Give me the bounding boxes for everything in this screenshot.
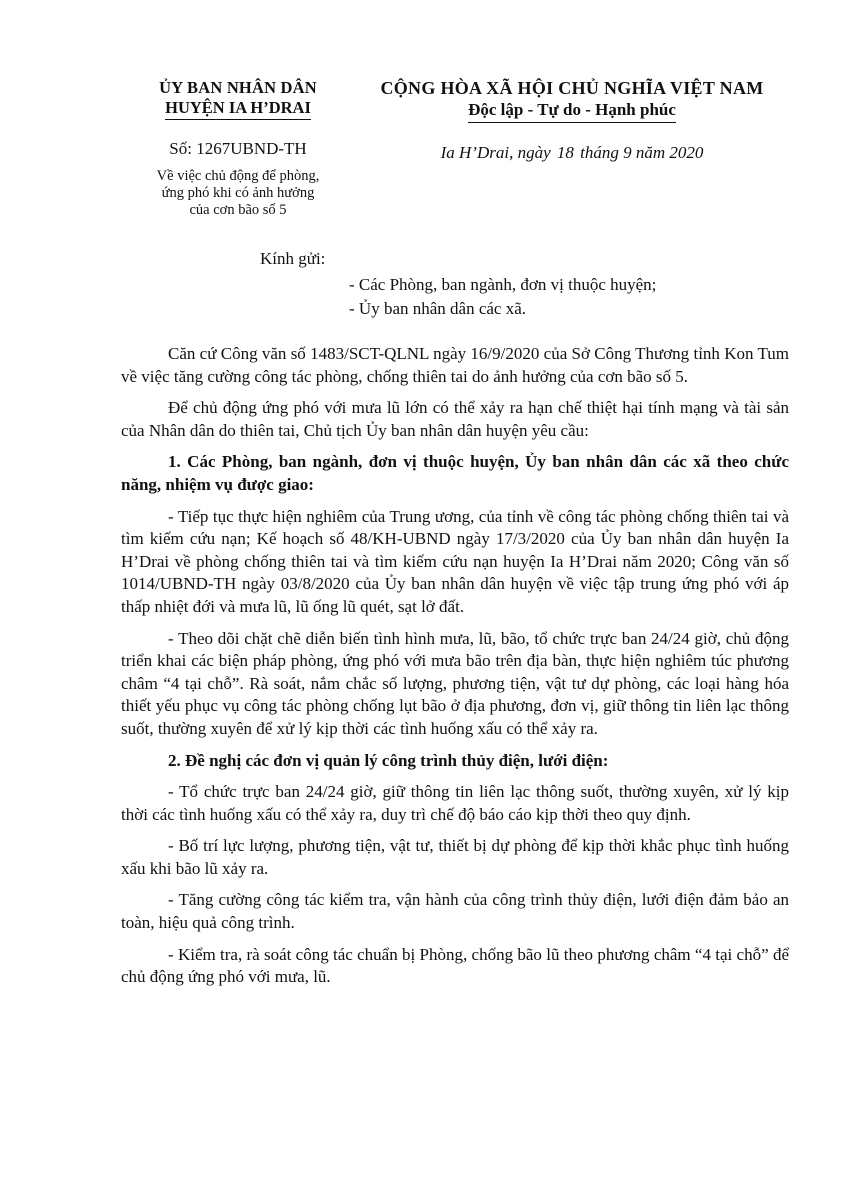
section-2-heading: 2. Đề nghị các đơn vị quản lý công trình thủy điện, lưới điện: xyxy=(168,750,609,770)
org-name-line1: ỦY BAN NHÂN DÂN xyxy=(159,78,317,97)
national-header-block xyxy=(352,78,792,164)
subject-line: Về việc chủ động để phòng, xyxy=(156,168,320,184)
national-motto: Độc lập - Tự do - Hạnh phúc xyxy=(468,99,676,123)
section-1-paragraph: - Theo dõi chặt chẽ diễn biến tình hình mưa, lũ, bão, tổ chức trực ban 24/24 giờ, chủ động triển khai các biện pháp phòng, ứng phó với mưa bão trên địa bàn, thực hiện nghiêm túc phương châm “4 tại chỗ”. Rà soát, nắm chắc số lượng, phương tiện, vật tư dự phòng, các loại hàng hóa thiết yếu phục vụ công tác phòng chống lụt bão ở địa phương, đơn vị, giữ thông tin liên lạc thông suốt, thường xuyên để xử lý kịp thời các tình huống xấu có thể xảy ra. xyxy=(121,628,789,738)
subject-line: của cơn bão số 5 xyxy=(189,202,287,218)
national-title: CỘNG HÒA XÃ HỘI CHỦ NGHĨA VIỆT NAM xyxy=(380,78,764,98)
date-day: 18 xyxy=(556,143,574,162)
section-2-paragraph: - Bố trí lực lượng, phương tiện, vật tư, thiết bị dự phòng để kịp thời khắc phục tình huống xấu khi bão lũ xảy ra. xyxy=(121,836,789,878)
issuing-authority-block xyxy=(118,78,358,219)
date-prefix: Ia H’Drai, ngày xyxy=(440,143,551,162)
intro-paragraph: Căn cứ Công văn số 1483/SCT-QLNL ngày 16/9/2020 của Sở Công Thương tỉnh Kon Tum về việc tăng cường công tác phòng, chống thiên tai do ảnh hưởng của cơn bão số 5. xyxy=(121,344,789,386)
subject-line: ứng phó khi có ảnh hưởng xyxy=(161,185,315,201)
place-and-date xyxy=(352,142,792,164)
document-number: Số: 1267UBND-TH xyxy=(169,139,307,158)
section-2-paragraph: - Kiểm tra, rà soát công tác chuẩn bị Phòng, chống bão lũ theo phương châm “4 tại chỗ” để chủ động ứng phó với mưa, lũ. xyxy=(121,944,789,987)
org-name-line2: HUYỆN IA H’DRAI xyxy=(165,98,311,120)
document-body xyxy=(121,343,789,998)
section-1-heading: 1. Các Phòng, ban ngành, đơn vị thuộc huyện, Ủy ban nhân dân các xã theo chức năng, nhiệm vụ được giao: xyxy=(121,452,789,494)
intro-paragraph: Để chủ động ứng phó với mưa lũ lớn có thể xảy ra hạn chế thiệt hại tính mạng và tài sản của Nhân dân do thiên tai, Chủ tịch Ủy ban nhân dân huyện yêu cầu: xyxy=(121,398,789,440)
section-2-paragraph: - Tăng cường công tác kiểm tra, vận hành của công trình thủy điện, lưới điện đảm bảo an toàn, hiệu quả công trình. xyxy=(121,890,789,933)
recipient-list xyxy=(349,273,656,321)
addressee-label: Kính gửi: xyxy=(260,249,326,268)
section-2-paragraph: - Tổ chức trực ban 24/24 giờ, giữ thông tin liên lạc thông suốt, thường xuyên, xử lý kịp thời các tình huống xấu có thể xảy ra, duy trì chế độ báo cáo kịp thời theo quy định. xyxy=(121,782,789,824)
recipient-item: - Ủy ban nhân dân các xã. xyxy=(349,299,527,318)
section-1-paragraph: - Tiếp tục thực hiện nghiêm của Trung ương, của tỉnh về công tác phòng chống thiên tai và tìm kiếm cứu nạn; Kế hoạch số 48/KH-UBND ngày 17/3/2020 của Ủy ban nhân dân huyện Ia H’Drai về phòng chống thiên tai và tìm kiếm cứu nạn huyện Ia H’Drai năm 2020; Công văn số 1014/UBND-TH ngày 03/8/2020 của Ủy ban nhân dân huyện về việc tập trung ứng phó với áp thấp nhiệt đới và mưa lũ, lũ ống lũ quét, sạt lở đất. xyxy=(121,506,789,616)
recipient-item: - Các Phòng, ban ngành, đơn vị thuộc huyện; xyxy=(349,275,657,294)
document-subject xyxy=(118,168,358,219)
date-suffix: tháng 9 năm 2020 xyxy=(580,143,704,162)
